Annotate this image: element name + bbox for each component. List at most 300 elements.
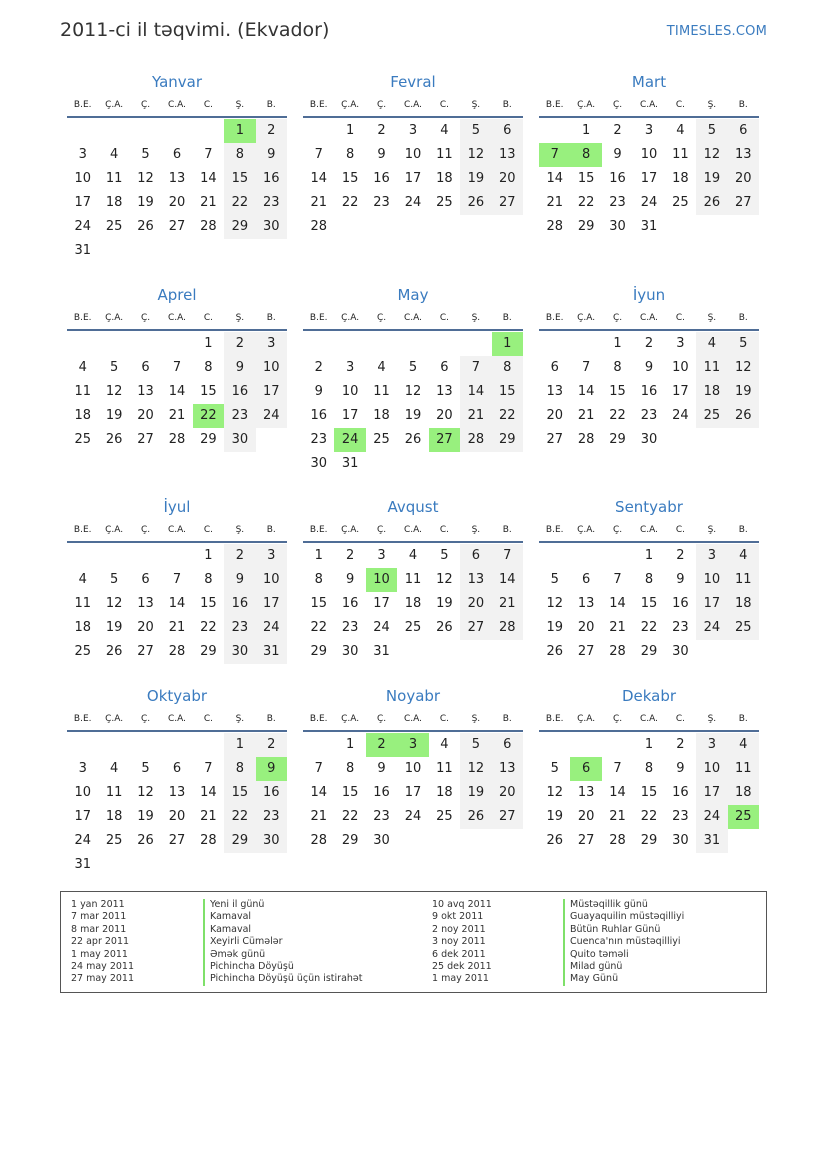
weekday-label: Ş. xyxy=(235,714,245,724)
weekday-label: B.E. xyxy=(545,525,564,535)
day: 19 xyxy=(436,596,453,611)
brand-link[interactable]: TIMESLES.COM xyxy=(666,24,767,39)
day: 1 xyxy=(644,548,654,563)
weekday-label: Ç. xyxy=(140,525,151,535)
day: 4 xyxy=(109,761,119,776)
legend-date: 3 noy 2011 xyxy=(432,936,486,948)
legend-date: 2 noy 2011 xyxy=(432,923,486,935)
day: 18 xyxy=(105,809,123,824)
day: 21 xyxy=(460,404,491,428)
day: 31 xyxy=(640,219,658,234)
month-i̇yun xyxy=(539,283,759,452)
day: 12 xyxy=(404,384,422,399)
day: 13 xyxy=(137,384,154,399)
day: 17 xyxy=(696,781,727,805)
day: 2 xyxy=(676,548,685,563)
day: 27 xyxy=(168,219,186,234)
day: 26 xyxy=(546,833,563,848)
day: 27 xyxy=(546,432,563,447)
day: 3 xyxy=(408,123,418,138)
day: 5 xyxy=(109,572,119,587)
day: 15 xyxy=(310,596,327,611)
day: 4 xyxy=(728,733,759,757)
day: 26 xyxy=(460,191,491,215)
day: 19 xyxy=(105,620,123,635)
day: 22 xyxy=(609,408,626,423)
legend-holiday-name: Əmək günü xyxy=(203,949,363,961)
day: 30 xyxy=(256,215,287,239)
weekday-label: Ç. xyxy=(376,100,387,110)
day: 7 xyxy=(204,147,213,162)
day: 1 xyxy=(613,336,622,351)
day: 28 xyxy=(310,219,327,234)
weekday-header xyxy=(303,307,523,331)
day: 4 xyxy=(676,123,685,138)
legend-date: 9 okt 2011 xyxy=(432,911,484,923)
empty-cell xyxy=(539,332,570,356)
weekday-label: Ç.A. xyxy=(105,714,124,724)
day: 31 xyxy=(373,644,390,659)
day: 9 xyxy=(345,572,355,587)
empty-cell xyxy=(67,119,98,143)
day: 6 xyxy=(460,544,491,568)
day: 20 xyxy=(137,620,154,635)
day: 21 xyxy=(200,809,217,824)
day: 12 xyxy=(460,757,491,781)
day: 18 xyxy=(74,408,91,423)
day: 4 xyxy=(440,123,449,138)
empty-cell xyxy=(334,332,365,356)
month-yanvar xyxy=(67,70,287,263)
day: 16 xyxy=(224,592,255,616)
day: 11 xyxy=(436,761,453,776)
day: 19 xyxy=(546,620,563,635)
day: 5 xyxy=(550,761,559,776)
empty-cell xyxy=(67,544,98,568)
day: 5 xyxy=(696,119,727,143)
weekday-label: C. xyxy=(439,525,449,535)
day: 16 xyxy=(224,380,255,404)
day: 2 xyxy=(256,733,287,757)
day: 3 xyxy=(676,336,685,351)
day: 5 xyxy=(109,360,119,375)
day: 3 xyxy=(377,548,386,563)
day: 29 xyxy=(341,833,359,848)
day: 23 xyxy=(609,195,626,210)
day: 21 xyxy=(492,592,523,616)
day: 6 xyxy=(141,360,150,375)
day: 26 xyxy=(404,432,422,447)
weekday-label: C. xyxy=(675,525,685,535)
legend-holiday-name: Yeni il günü xyxy=(203,899,363,911)
day: 17 xyxy=(74,195,91,210)
weekday-header xyxy=(303,708,523,732)
day: 31 xyxy=(74,243,91,258)
weekday-label: B. xyxy=(738,100,748,110)
legend-holiday-name: Pichincha Döyüşü üçün istirahət xyxy=(203,973,363,985)
day: 13 xyxy=(492,757,523,781)
day: 8 xyxy=(644,761,654,776)
day: 11 xyxy=(373,384,390,399)
day: 27 xyxy=(168,833,186,848)
day: 13 xyxy=(168,171,186,186)
weekday-label: B. xyxy=(738,313,748,323)
day: 26 xyxy=(546,644,563,659)
day: 18 xyxy=(672,171,689,186)
weekday-label: Ç. xyxy=(376,313,387,323)
weekday-label: B.E. xyxy=(73,100,92,110)
day: 7 xyxy=(314,147,323,162)
day: 1 xyxy=(644,737,654,752)
day: 15 xyxy=(224,167,255,191)
day: 9 xyxy=(613,147,622,162)
day: 8 xyxy=(345,147,355,162)
weekday-label: B.E. xyxy=(545,100,564,110)
day: 25 xyxy=(74,644,91,659)
legend-holiday-name: Milad günü xyxy=(563,961,684,973)
day: 10 xyxy=(256,356,287,380)
empty-cell xyxy=(67,733,98,757)
day: 4 xyxy=(440,737,449,752)
day: 11 xyxy=(105,171,123,186)
weekday-header xyxy=(67,94,287,118)
month-sentyabr xyxy=(539,495,759,664)
day: 27 xyxy=(137,644,154,659)
legend-holiday-name: Müstəqillik günü xyxy=(563,899,684,911)
day: 29 xyxy=(577,219,595,234)
holiday-day: 2 xyxy=(366,733,397,757)
weekday-label: B. xyxy=(502,313,512,323)
legend-date: 22 apr 2011 xyxy=(71,936,130,948)
weekday-label: B. xyxy=(266,525,276,535)
day: 6 xyxy=(492,733,523,757)
day: 5 xyxy=(141,761,150,776)
day: 25 xyxy=(373,432,390,447)
day: 7 xyxy=(492,544,523,568)
day: 5 xyxy=(408,360,418,375)
day: 16 xyxy=(672,596,689,611)
day: 16 xyxy=(609,171,626,186)
day: 18 xyxy=(436,785,453,800)
day: 22 xyxy=(224,191,255,215)
day: 3 xyxy=(78,761,87,776)
day: 9 xyxy=(224,356,255,380)
weekday-header xyxy=(303,94,523,118)
day: 10 xyxy=(74,785,91,800)
weekday-label: Ç.A. xyxy=(577,100,596,110)
weekday-label: Ç.A. xyxy=(577,714,596,724)
day: 3 xyxy=(696,733,727,757)
day: 14 xyxy=(460,380,491,404)
day: 24 xyxy=(74,833,91,848)
day: 14 xyxy=(492,568,523,592)
weekday-label: Ç. xyxy=(612,100,623,110)
day: 8 xyxy=(224,757,255,781)
day: 2 xyxy=(644,336,654,351)
month-title: Dekabr xyxy=(621,687,677,705)
weekday-label: Ç. xyxy=(376,525,387,535)
day: 22 xyxy=(492,404,523,428)
day: 24 xyxy=(404,809,422,824)
legend-dates-right xyxy=(432,899,492,986)
day: 10 xyxy=(696,757,727,781)
day: 30 xyxy=(224,640,255,664)
day: 12 xyxy=(105,596,123,611)
day: 2 xyxy=(676,737,685,752)
empty-cell xyxy=(366,332,397,356)
weekday-label: Ç.A. xyxy=(105,313,124,323)
day: 23 xyxy=(373,195,390,210)
day: 25 xyxy=(696,404,727,428)
day: 15 xyxy=(341,171,359,186)
weekday-label: C. xyxy=(675,714,685,724)
day: 27 xyxy=(460,616,491,640)
day: 22 xyxy=(200,620,217,635)
weekday-label: Ş. xyxy=(471,313,481,323)
weekday-label: B.E. xyxy=(73,313,92,323)
weekday-label: B. xyxy=(502,525,512,535)
day: 19 xyxy=(728,380,759,404)
day: 25 xyxy=(74,432,91,447)
day: 28 xyxy=(460,428,491,452)
day: 26 xyxy=(728,404,759,428)
day: 14 xyxy=(168,384,186,399)
empty-cell xyxy=(602,733,633,757)
day: 11 xyxy=(105,785,123,800)
weekday-label: Ç. xyxy=(612,313,623,323)
day: 11 xyxy=(74,596,91,611)
day: 21 xyxy=(168,620,186,635)
day: 19 xyxy=(137,809,154,824)
empty-cell xyxy=(539,733,570,757)
day: 5 xyxy=(550,572,559,587)
day: 4 xyxy=(377,360,386,375)
day: 1 xyxy=(204,336,213,351)
day: 30 xyxy=(341,644,359,659)
day: 11 xyxy=(672,147,689,162)
day: 7 xyxy=(172,360,182,375)
day: 3 xyxy=(78,147,87,162)
day: 24 xyxy=(373,620,390,635)
day: 15 xyxy=(200,384,217,399)
day: 10 xyxy=(640,147,658,162)
empty-cell xyxy=(98,332,129,356)
day: 10 xyxy=(404,147,422,162)
day: 31 xyxy=(696,829,727,853)
weekday-label: C.A. xyxy=(639,525,658,535)
weekday-label: Ş. xyxy=(471,100,481,110)
day: 11 xyxy=(728,568,759,592)
day: 29 xyxy=(609,432,626,447)
weekday-label: Ç. xyxy=(140,313,151,323)
day: 19 xyxy=(460,167,491,191)
day: 3 xyxy=(256,544,287,568)
day: 23 xyxy=(256,191,287,215)
weekday-label: Ç.A. xyxy=(341,313,360,323)
holiday-day: 9 xyxy=(256,757,287,781)
month-may xyxy=(303,283,523,476)
day: 16 xyxy=(310,408,327,423)
day: 18 xyxy=(436,171,453,186)
day: 10 xyxy=(672,360,689,375)
day: 29 xyxy=(310,644,327,659)
weekday-label: Ç. xyxy=(612,714,623,724)
weekday-header xyxy=(67,519,287,543)
day: 14 xyxy=(310,171,327,186)
weekday-label: B.E. xyxy=(309,100,328,110)
day: 8 xyxy=(345,761,355,776)
weekday-label: B. xyxy=(502,100,512,110)
empty-cell xyxy=(98,119,129,143)
legend-holiday-name: Quito təməli xyxy=(563,949,684,961)
weekday-label: Ş. xyxy=(707,100,717,110)
day: 6 xyxy=(728,119,759,143)
empty-cell xyxy=(303,332,334,356)
legend-holiday-name: May Günü xyxy=(563,973,684,985)
holiday-day: 25 xyxy=(728,805,759,829)
legend-holiday-name: Xeyirli Cümələr xyxy=(203,936,363,948)
day: 29 xyxy=(224,829,255,853)
legend-date: 7 mar 2011 xyxy=(71,911,127,923)
day: 19 xyxy=(137,195,154,210)
day: 28 xyxy=(577,432,595,447)
day: 17 xyxy=(672,384,689,399)
day: 18 xyxy=(696,380,727,404)
day: 11 xyxy=(404,572,422,587)
weekday-label: Ş. xyxy=(235,525,245,535)
weekday-label: B. xyxy=(502,714,512,724)
day: 7 xyxy=(172,572,182,587)
day: 4 xyxy=(78,572,87,587)
month-title: Aprel xyxy=(157,286,197,304)
weekday-label: Ç.A. xyxy=(341,100,360,110)
weekday-header xyxy=(539,94,759,118)
weekday-label: B. xyxy=(266,313,276,323)
empty-cell xyxy=(460,332,491,356)
empty-cell xyxy=(98,544,129,568)
holiday-day: 10 xyxy=(366,568,397,592)
weekday-label: Ç.A. xyxy=(577,525,596,535)
weekday-label: Ç.A. xyxy=(341,714,360,724)
day: 28 xyxy=(609,644,626,659)
day: 15 xyxy=(341,785,359,800)
month-title: İyun xyxy=(632,286,666,304)
day: 28 xyxy=(492,616,523,640)
weekday-label: Ş. xyxy=(235,100,245,110)
day: 11 xyxy=(74,384,91,399)
weekday-label: C. xyxy=(203,313,213,323)
day: 14 xyxy=(609,596,626,611)
day: 30 xyxy=(224,428,255,452)
day: 4 xyxy=(408,548,418,563)
weekday-label: B. xyxy=(266,714,276,724)
month-oktyabr xyxy=(67,684,287,877)
day: 9 xyxy=(676,572,685,587)
day: 25 xyxy=(404,620,422,635)
empty-cell xyxy=(602,544,633,568)
weekday-label: Ç. xyxy=(612,525,623,535)
month-i̇yul xyxy=(67,495,287,664)
day: 23 xyxy=(341,620,359,635)
legend-holiday-name: Guayaquilin müstəqilliyi xyxy=(563,911,684,923)
day: 20 xyxy=(436,408,453,423)
day: 21 xyxy=(310,809,327,824)
day: 9 xyxy=(676,761,685,776)
day: 17 xyxy=(341,408,359,423)
month-aprel xyxy=(67,283,287,452)
holiday-day: 22 xyxy=(193,404,224,428)
day: 14 xyxy=(310,785,327,800)
weekday-label: Ş. xyxy=(707,313,717,323)
empty-cell xyxy=(193,733,224,757)
day: 25 xyxy=(436,809,453,824)
day: 23 xyxy=(672,809,689,824)
day: 11 xyxy=(436,147,453,162)
day: 3 xyxy=(345,360,355,375)
day: 15 xyxy=(200,596,217,611)
day: 20 xyxy=(460,592,491,616)
day: 28 xyxy=(200,219,217,234)
day: 12 xyxy=(137,171,154,186)
day: 7 xyxy=(204,761,213,776)
day: 29 xyxy=(640,644,658,659)
day: 16 xyxy=(256,167,287,191)
day: 19 xyxy=(105,408,123,423)
day: 7 xyxy=(581,360,591,375)
day: 21 xyxy=(609,620,626,635)
day: 30 xyxy=(256,829,287,853)
day: 10 xyxy=(256,568,287,592)
day: 14 xyxy=(577,384,595,399)
day: 25 xyxy=(728,616,759,640)
day: 12 xyxy=(137,785,154,800)
day: 24 xyxy=(404,195,422,210)
day: 13 xyxy=(137,596,154,611)
day: 2 xyxy=(345,548,355,563)
weekday-label: Ş. xyxy=(707,525,717,535)
empty-cell xyxy=(570,544,601,568)
day: 15 xyxy=(224,781,255,805)
day: 23 xyxy=(640,408,658,423)
weekday-label: B.E. xyxy=(73,525,92,535)
day: 15 xyxy=(609,384,626,399)
weekday-label: Ç. xyxy=(376,714,387,724)
legend-date: 1 may 2011 xyxy=(432,973,489,985)
day: 15 xyxy=(640,596,658,611)
empty-cell xyxy=(130,332,161,356)
day: 18 xyxy=(728,592,759,616)
day: 10 xyxy=(74,171,91,186)
day: 30 xyxy=(373,833,390,848)
day: 20 xyxy=(577,809,595,824)
day: 25 xyxy=(105,219,123,234)
day: 17 xyxy=(373,596,390,611)
day: 27 xyxy=(492,805,523,829)
day: 30 xyxy=(609,219,626,234)
day: 9 xyxy=(644,360,654,375)
day: 7 xyxy=(613,761,622,776)
weekday-label: Ş. xyxy=(471,714,481,724)
day: 8 xyxy=(224,143,255,167)
empty-cell xyxy=(161,544,192,568)
day: 24 xyxy=(696,805,727,829)
weekday-header xyxy=(303,519,523,543)
day: 15 xyxy=(640,785,658,800)
legend-holiday-name: Kamaval xyxy=(203,911,363,923)
day: 17 xyxy=(640,171,658,186)
day: 22 xyxy=(310,620,327,635)
day: 16 xyxy=(256,781,287,805)
